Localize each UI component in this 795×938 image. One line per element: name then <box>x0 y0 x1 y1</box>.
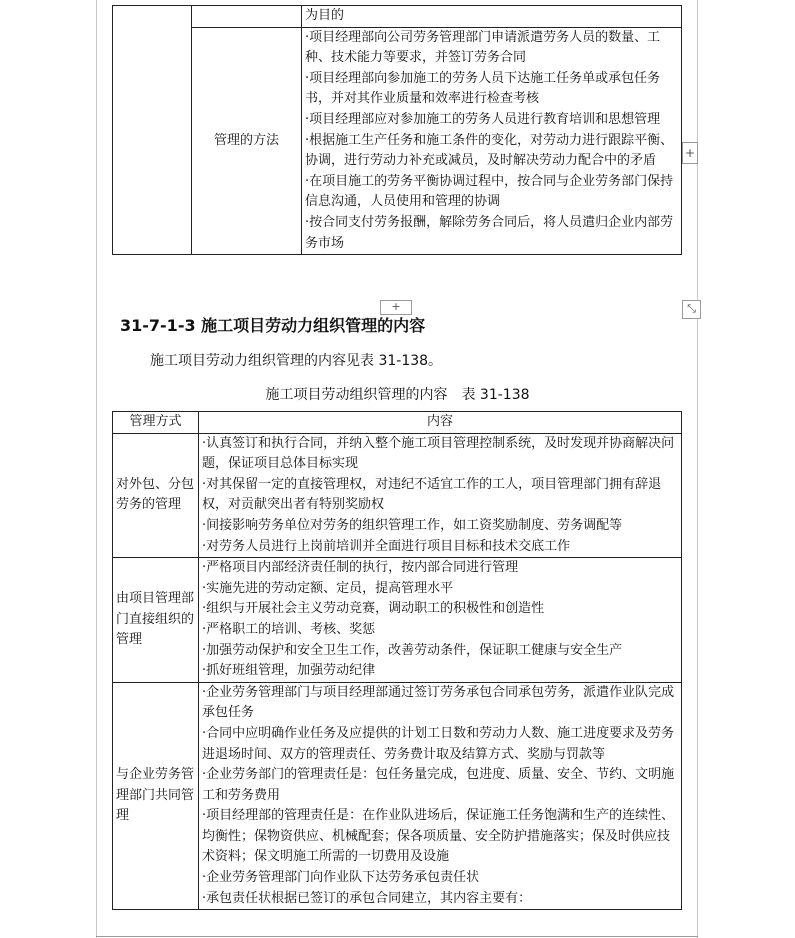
row-label: 与企业劳务管理部门共同管理 <box>116 767 195 824</box>
page-edge-right <box>697 0 698 938</box>
list-item: ·项目经理部的管理责任是：在作业队进场后，保证施工任务饱满和生产的连续性、均衡性；保物资供应、机械配套；保各项质量、安全防护措施落实；保及时供应技术资料；保文明施工所需的一切费用及设施 <box>202 808 675 865</box>
list-item: ·根据施工生产任务和施工条件的变化，对劳动力进行跟踪平衡、协调，进行劳动力补充或减员，及时解决劳动力配合中的矛盾 <box>305 132 674 169</box>
row-label-cell[interactable] <box>113 433 199 558</box>
list-item: ·实施先进的劳动定额、定员，提高管理水平 <box>202 580 454 596</box>
intro-paragraph: 施工项目劳动力组织管理的内容见表 31-138。 <box>150 353 443 369</box>
row-label: 由项目管理部门直接组织的管理 <box>116 591 195 648</box>
add-row-button[interactable]: + <box>380 300 412 315</box>
table-cell[interactable] <box>302 6 682 28</box>
list-item: ·在项目施工的劳务平衡协调过程中，按合同与企业劳务部门保持信息沟通，人员使用和管理的协调 <box>305 173 674 210</box>
list-item: ·企业劳务部门的管理责任是：包任务量完成，包进度、质量、安全、节约、文明施工和劳务费用 <box>202 767 675 803</box>
method-label: 管理的方法 <box>213 132 279 148</box>
list-item: ·项目经理部向参加施工的劳务人员下达施工任务单或承包任务书，并对其作业质量和效率进行检查考核 <box>305 70 661 107</box>
row-content-cell[interactable] <box>199 558 682 683</box>
table-row <box>113 558 682 683</box>
list-item: ·组织与开展社会主义劳动竞赛，调动职工的积极性和创造性 <box>202 601 545 617</box>
list-item: ·项目经理部应对参加施工的劳务人员进行教育培训和思想管理 <box>305 111 661 127</box>
table-cell-empty[interactable] <box>192 6 302 28</box>
list-item: ·企业劳务管理部门与项目经理部通过签订劳务承包合同承包劳务，派遣作业队完成承包任务 <box>202 684 675 721</box>
column-header-content[interactable] <box>199 412 682 434</box>
table-row <box>113 6 682 28</box>
list-item: ·承包责任状根据已签订的承包合同建立，其内容主要有： <box>202 890 532 906</box>
list-item: ·严格职工的培训、考核、奖惩 <box>202 621 376 637</box>
table-header-row <box>113 412 682 434</box>
table-cell-empty[interactable] <box>113 6 192 255</box>
list-item: ·加强劳动保护和安全卫生工作，改善劳动条件，保证职工健康与安全生产 <box>202 642 623 658</box>
list-item: ·严格项目内部经济责任制的执行，按内部合同进行管理 <box>202 560 519 576</box>
page-bottom-rule <box>96 936 698 937</box>
row-label-cell[interactable] <box>113 682 199 910</box>
row-content-cell[interactable] <box>199 682 682 910</box>
table-row <box>113 682 682 910</box>
table-caption: 施工项目劳动组织管理的内容 表 31-138 <box>265 387 530 403</box>
list-item: ·抓好班组管理，加强劳动纪律 <box>202 663 376 679</box>
list-item: ·按合同支付劳务报酬，解除劳务合同后，将人员遣归企业内部劳务市场 <box>305 214 674 251</box>
table-resize-icon[interactable]: ⤡ <box>682 300 701 319</box>
cell-text: 为目的 <box>305 8 345 23</box>
list-item: ·项目经理部向公司劳务管理部门申请派遣劳务人员的数量、工种、技术能力等要求，并签订劳务合同 <box>305 29 661 66</box>
header-text: 内容 <box>426 414 453 429</box>
list-item: ·合同中应明确作业任务及应提供的计划工日数和劳动力人数、施工进度要求及劳务进退场时间、双方的管理责任、劳务费计取及结算方式、奖励与罚款等 <box>202 725 675 762</box>
table-row <box>113 27 682 255</box>
add-column-button[interactable]: + <box>682 142 698 164</box>
labor-management-table <box>112 411 682 910</box>
page-edge-left <box>96 0 97 938</box>
row-content-cell[interactable] <box>199 433 682 558</box>
column-header-method[interactable] <box>113 412 199 434</box>
row-label: 对外包、分包劳务的管理 <box>116 476 195 513</box>
list-item: ·企业劳务管理部门向作业队下达劳务承包责任状 <box>202 870 480 886</box>
section-heading: 31-7-1-3 施工项目劳动力组织管理的内容 <box>120 316 426 335</box>
method-items-cell[interactable] <box>302 27 682 255</box>
row-label-cell[interactable] <box>113 558 199 683</box>
list-item: ·认真签订和执行合同，并纳入整个施工项目管理控制系统，及时发现并协商解决问题，保证项目总体目标实现 <box>202 435 675 472</box>
header-text: 管理方式 <box>129 414 182 429</box>
list-item: ·对其保留一定的直接管理权，对违纪不适宜工作的工人，项目管理部门拥有辞退权，对贡献突出者有特别奖励权 <box>202 476 662 513</box>
method-label-cell[interactable] <box>192 27 302 255</box>
table-row <box>113 433 682 558</box>
continued-table <box>112 5 682 255</box>
list-item: ·对劳务人员进行上岗前培训并全面进行项目目标和技术交底工作 <box>202 538 571 554</box>
list-item: ·间接影响劳务单位对劳务的组织管理工作，如工资奖励制度、劳务调配等 <box>202 517 623 533</box>
